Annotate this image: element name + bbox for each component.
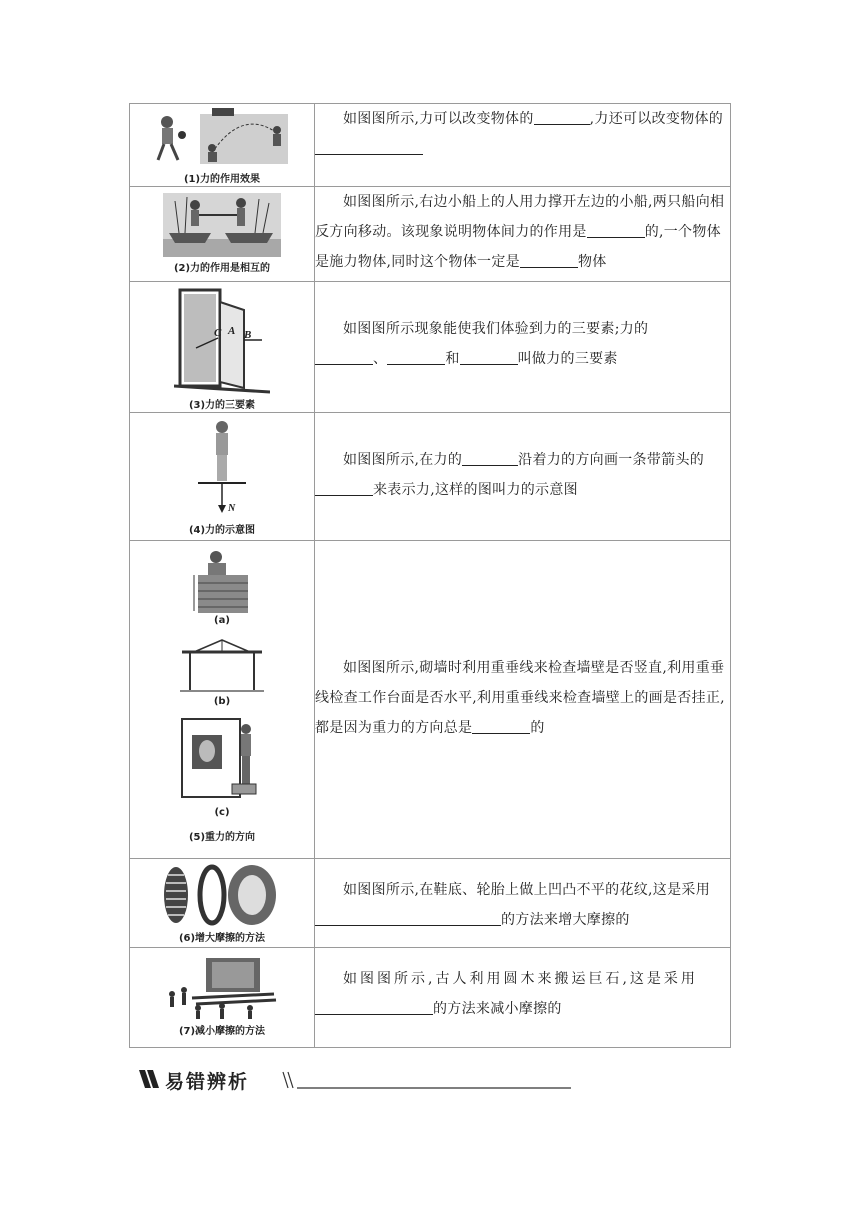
answer-blank[interactable] [462, 449, 518, 466]
table-row [130, 859, 731, 948]
figure-caption: (6)增大摩擦的方法 [178, 933, 266, 944]
figure-caption: (4)力的示意图 [188, 525, 256, 536]
answer-blank[interactable] [315, 909, 501, 926]
figure-caption: (2)力的作用是相互的 [173, 263, 271, 274]
answer-blank[interactable] [587, 221, 645, 238]
answer-blank[interactable] [315, 998, 433, 1015]
answer-blank[interactable] [520, 251, 578, 268]
table-row [130, 187, 731, 282]
door-figure [174, 288, 270, 394]
answer-blank[interactable] [472, 717, 530, 734]
row-text: 如图图所示,右边小船上的人用力撑开左边的小船,两只船向相反方向移动。该现象说明物体间力的作用是 的,一个物体是施力物体,同时这个物体一定是 物体 [315, 194, 725, 270]
point-label-b: B [244, 329, 252, 341]
force-label: N [228, 503, 236, 514]
section-heading [137, 1068, 577, 1093]
boats-figure [163, 193, 281, 257]
knowledge-table [129, 103, 731, 1048]
row-text: 如图图所示,砌墙时利用重垂线来检查墙壁是否竖直,利用重垂线检查工作台面是否水平,利用重垂线来检查墙壁上的画是否挂正,都是因为重力的方向总是 的 [315, 660, 725, 736]
point-label-c: C [214, 327, 222, 339]
figure-caption: (3)力的三要素 [188, 400, 256, 411]
answer-blank[interactable] [460, 348, 518, 365]
plumb-line-table-figure [180, 638, 264, 694]
answer-blank[interactable] [387, 348, 445, 365]
bricklayer-figure [192, 549, 252, 613]
answer-blank[interactable] [315, 479, 373, 496]
sub-caption-c: (c) [214, 807, 230, 818]
answer-blank[interactable] [315, 138, 423, 155]
row-text: 如图图所示,古人利用圆木来搬运巨石,这是采用 的方法来减小摩擦的 [315, 964, 730, 1024]
sub-caption-b: (b) [213, 696, 231, 707]
figure-caption: (7)减小摩擦的方法 [178, 1026, 266, 1037]
table-row [130, 104, 731, 187]
row-text: 如图图所示,力可以改变物体的 ,力还可以改变物体的 [315, 104, 730, 164]
picture-frame-figure [180, 717, 264, 805]
logs-stone-figure [162, 954, 282, 1020]
answer-blank[interactable] [534, 108, 590, 125]
figure-caption: (5)重力的方向 [188, 832, 256, 843]
row-text: 如图图所示,在力的 沿着力的方向画一条带箭头的来表示力,这样的图叫力的示意图 [315, 445, 730, 505]
table-row [130, 413, 731, 541]
sub-caption-a: (a) [214, 615, 230, 626]
table-row [130, 282, 731, 413]
point-label-a: A [228, 325, 236, 337]
force-effect-figure [152, 108, 292, 168]
section-title: 易错辨析 [165, 1071, 250, 1093]
figure-caption: (1)力的作用效果 [183, 174, 261, 185]
shoe-tire-figure [160, 863, 284, 927]
row-text: 如图图所示现象能使我们体验到力的三要素;力的 、 和 叫做力的三要素 [315, 314, 730, 374]
table-row [130, 948, 731, 1048]
row-text: 如图图所示,在鞋底、轮胎上做上凹凸不平的花纹,这是采用的方法来增大摩擦的 [315, 875, 730, 935]
force-diagram-figure [192, 419, 252, 519]
answer-blank[interactable] [315, 348, 373, 365]
table-row [130, 541, 731, 859]
